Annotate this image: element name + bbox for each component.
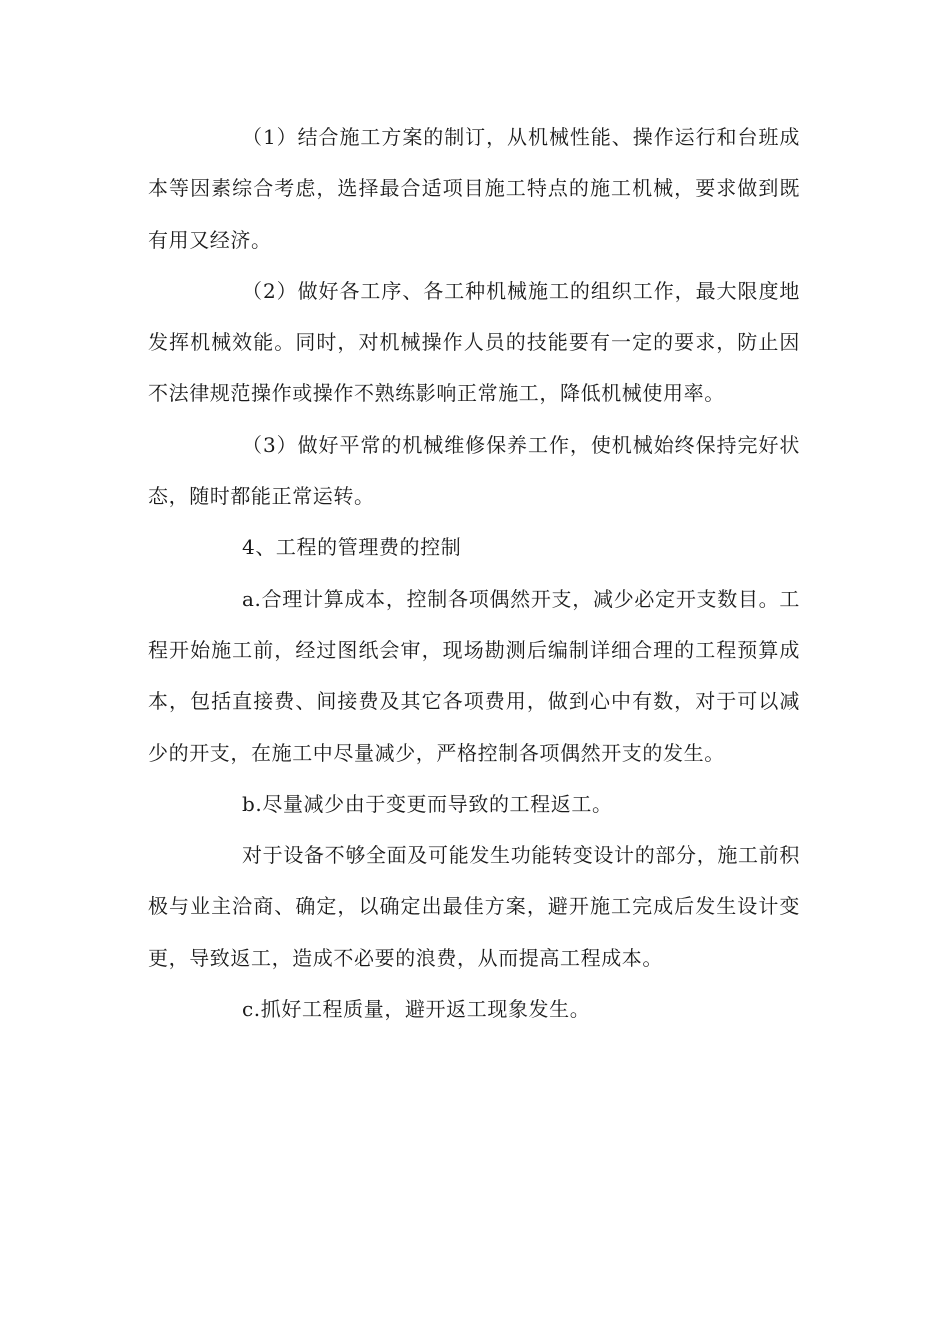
paragraph-quality-control: c.抓好工程质量，避开返工现象发生。	[242, 997, 591, 1022]
paragraph-design-changes: 对于设备不够全面及可能发生功能转变设计的部分，施工前积极与业主洽商、确定，以确定出最佳方案，避开施工完成后发生设计变更，导致返工，造成不必要的浪费，从而提高工程成本。	[148, 843, 800, 970]
paragraph-machinery-selection: （1）结合施工方案的制订，从机械性能、操作运行和台班成本等因素综合考虑，选择最合适项目施工特点的施工机械，要求做到既有用又经济。	[148, 125, 800, 252]
section-heading-management-fee: 4、工程的管理费的控制	[242, 535, 462, 560]
paragraph-machinery-maintenance: （3）做好平常的机械维修保养工作，使机械始终保持完好状态，随时都能正常运转。	[148, 432, 800, 509]
paragraph-cost-calculation: a.合理计算成本，控制各项偶然开支，减少必定开支数目。工程开始施工前，经过图纸会审，现场勘测后编制详细合理的工程预算成本，包括直接费、间接费及其它各项费用，做到心中有数，对于可以减少的开支，在施工中尽量减少，严格控制各项偶然开支的发生。	[148, 586, 800, 765]
document-body	[148, 112, 800, 1035]
paragraph-machinery-organization: （2）做好各工序、各工种机械施工的组织工作，最大限度地发挥机械效能。同时，对机械操作人员的技能要有一定的要求，防止因不法律规范操作或操作不熟练影响正常施工，降低机械使用率。	[148, 278, 800, 406]
paragraph-reduce-rework: b.尽量减少由于变更而导致的工程返工。	[242, 791, 613, 816]
